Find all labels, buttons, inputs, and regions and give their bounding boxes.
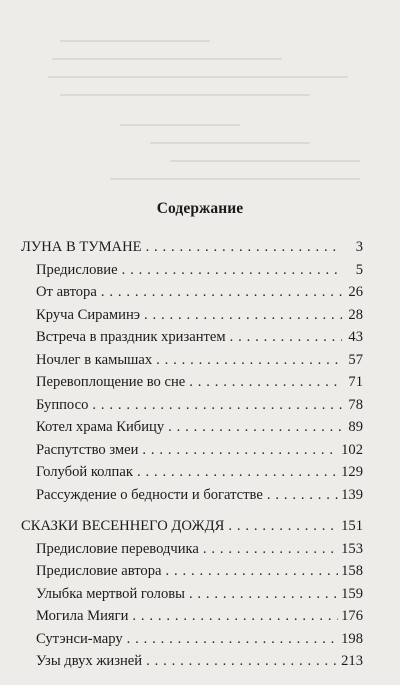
entry-page: 158 xyxy=(341,563,363,579)
toc-entry[interactable] xyxy=(0,631,400,654)
entry-title: Рассуждение о бедности и богатстве xyxy=(36,486,263,503)
entry-page: 78 xyxy=(348,396,363,413)
dot-leader xyxy=(146,239,342,256)
entry-title: Предисловие переводчика xyxy=(36,540,199,557)
dot-leader xyxy=(122,262,342,279)
toc-entry[interactable] xyxy=(0,284,400,307)
dot-leader xyxy=(146,653,338,670)
entry-title: От автора xyxy=(36,284,97,300)
entry-page: 213 xyxy=(341,653,363,669)
page-title: Содержание xyxy=(156,200,244,217)
entry-title: Голубой колпак xyxy=(36,464,133,480)
dot-leader xyxy=(144,307,342,324)
toc-entry[interactable] xyxy=(0,563,400,586)
entry-page: 57 xyxy=(348,351,363,368)
dot-leader xyxy=(189,374,342,391)
dot-leader xyxy=(230,329,342,346)
entry-page: 43 xyxy=(348,329,363,345)
entry-page: 176 xyxy=(341,608,363,624)
toc-entry[interactable] xyxy=(0,541,400,564)
entry-title: Улыбка мертвой головы xyxy=(36,585,185,602)
table-of-contents xyxy=(0,239,400,685)
entry-title: Круча Сираминэ xyxy=(36,306,141,323)
toc-entry[interactable] xyxy=(0,262,400,285)
toc-part-entry[interactable] xyxy=(0,518,400,541)
entry-title: Предисловие автора xyxy=(36,563,162,579)
dot-leader xyxy=(156,352,342,369)
toc-entry[interactable] xyxy=(0,464,400,487)
dot-leader xyxy=(166,563,339,580)
dot-leader xyxy=(142,442,338,459)
entry-page: 102 xyxy=(341,441,363,458)
entry-title: Перевоплощение во сне xyxy=(36,374,186,390)
entry-page: 26 xyxy=(348,284,363,300)
dot-leader xyxy=(101,284,342,301)
dot-leader xyxy=(137,464,338,481)
toc-entry[interactable] xyxy=(0,442,400,465)
dot-leader xyxy=(228,518,338,535)
entry-title: Встреча в праздник хризантем xyxy=(36,329,226,345)
toc-entry[interactable] xyxy=(0,487,400,510)
toc-entry[interactable] xyxy=(0,352,400,375)
dot-leader xyxy=(127,631,338,648)
toc-entry[interactable] xyxy=(0,307,400,330)
toc-entry[interactable] xyxy=(0,397,400,420)
toc-entry[interactable] xyxy=(0,374,400,397)
toc-entry[interactable] xyxy=(0,419,400,442)
dot-leader xyxy=(132,608,338,625)
dot-leader xyxy=(203,541,338,558)
entry-title: Ночлег в камышах xyxy=(36,351,153,368)
entry-page: 151 xyxy=(341,518,363,534)
entry-page: 153 xyxy=(341,540,363,557)
toc-part-entry[interactable] xyxy=(0,239,400,262)
entry-page: 159 xyxy=(341,585,363,602)
entry-page: 3 xyxy=(355,239,363,255)
toc-entry[interactable] xyxy=(0,653,400,676)
entry-page: 129 xyxy=(341,464,363,480)
toc-entry[interactable] xyxy=(0,329,400,352)
entry-page: 89 xyxy=(348,419,363,435)
entry-title: Сутэнси-мару xyxy=(36,630,123,647)
toc-section-2 xyxy=(0,518,400,676)
toc-section-1 xyxy=(0,239,400,509)
dot-leader xyxy=(92,397,342,414)
entry-title: Предисловие xyxy=(36,261,118,278)
show-through-text xyxy=(0,0,400,190)
entry-title: Распутство змеи xyxy=(36,441,139,458)
toc-entry[interactable] xyxy=(0,608,400,631)
entry-title: СКАЗКИ ВЕСЕННЕГО ДОЖДЯ xyxy=(21,518,225,534)
entry-page: 5 xyxy=(355,261,363,278)
entry-title: Могила Мияги xyxy=(36,608,129,624)
entry-title: ЛУНА В ТУМАНЕ xyxy=(21,239,142,255)
entry-title: Узы двух жизней xyxy=(36,653,143,669)
dot-leader xyxy=(267,487,338,504)
entry-page: 139 xyxy=(341,486,363,503)
dot-leader xyxy=(189,586,338,603)
entry-page: 71 xyxy=(348,374,363,390)
entry-page: 198 xyxy=(341,630,363,647)
toc-entry[interactable] xyxy=(0,586,400,609)
entry-title: Буппосо xyxy=(36,396,89,413)
entry-page: 28 xyxy=(348,306,363,323)
entry-title: Котел храма Кибицу xyxy=(36,419,165,435)
dot-leader xyxy=(168,419,342,436)
